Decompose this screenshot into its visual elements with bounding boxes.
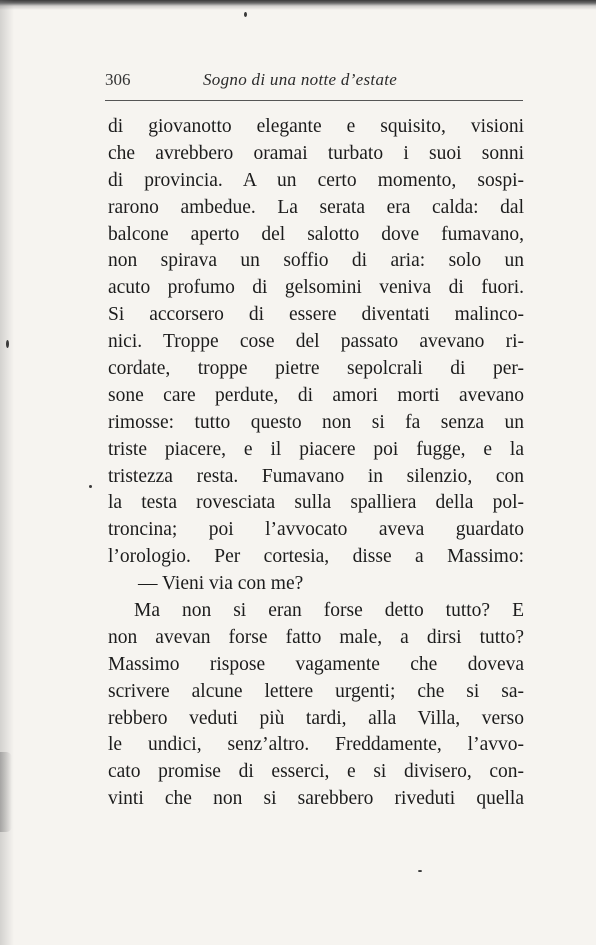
- text-line: cordate, troppe pietre sepolcrali di per-: [108, 358, 524, 380]
- page-top-edge: [0, 0, 596, 10]
- text-line: non avevan forse fatto male, a dirsi tutto?: [108, 626, 524, 648]
- ink-speck: [6, 340, 9, 348]
- text-line: Si accorsero di essere diventati malinco-: [108, 304, 524, 326]
- text-line: rimosse: tutto questo non si fa senza un: [108, 411, 524, 433]
- text-line: le undici, senz’altro. Freddamente, l’avvo-: [108, 734, 524, 756]
- text-line: sone care perdute, di amori morti avevano: [108, 384, 524, 406]
- text-line: acuto profumo di gelsomini veniva di fuori.: [108, 277, 524, 299]
- ink-speck: [418, 870, 422, 872]
- text-line: rarono ambedue. La serata era calda: dal: [108, 196, 524, 218]
- text-line: nici. Troppe cose del passato avevano ri-: [108, 331, 524, 353]
- header-rule: [105, 100, 523, 101]
- page-number: 306: [105, 70, 131, 89]
- dialogue-line: — Vieni via con me?: [138, 573, 304, 595]
- text-line: di giovanotto elegante e squisito, visioni: [108, 116, 524, 137]
- ink-speck: [89, 485, 92, 488]
- body-text: [108, 114, 538, 813]
- text-line: cato promise di esserci, e si divisero, con-: [108, 761, 524, 783]
- text-line: che avrebbero oramai turbato i suoi sonni: [108, 142, 524, 164]
- text-line: scrivere alcune lettere urgenti; che si sa-: [108, 680, 524, 702]
- text-line: vinti che non si sarebbero riveduti quella: [108, 788, 524, 810]
- text-line: triste piacere, e il piacere poi fugge, e la: [108, 438, 524, 460]
- text-line: tristezza resta. Fumavano in silenzio, con: [108, 465, 524, 487]
- text-line: troncina; poi l’avvocato aveva guardato: [108, 519, 524, 541]
- margin-blot: [0, 752, 12, 832]
- paragraph-first-line: Ma non si eran forse detto tutto? E: [134, 600, 524, 622]
- text-line: l’orologio. Per cortesia, disse a Massimo:: [108, 546, 524, 568]
- text-line: la testa rovesciata sulla spalliera della pol-: [108, 492, 524, 514]
- text-line: balcone aperto del salotto dove fumavano,: [108, 223, 524, 245]
- page-header: [105, 70, 523, 94]
- ink-speck: [244, 12, 247, 17]
- text-line: rebbero veduti più tardi, alla Villa, verso: [108, 707, 524, 729]
- text-line: non spirava un soffio di aria: solo un: [108, 250, 524, 272]
- text-line: Massimo rispose vagamente che doveva: [108, 653, 524, 675]
- text-line: di provincia. A un certo momento, sospi-: [108, 169, 524, 191]
- running-title: Sogno di una notte d’estate: [203, 70, 398, 89]
